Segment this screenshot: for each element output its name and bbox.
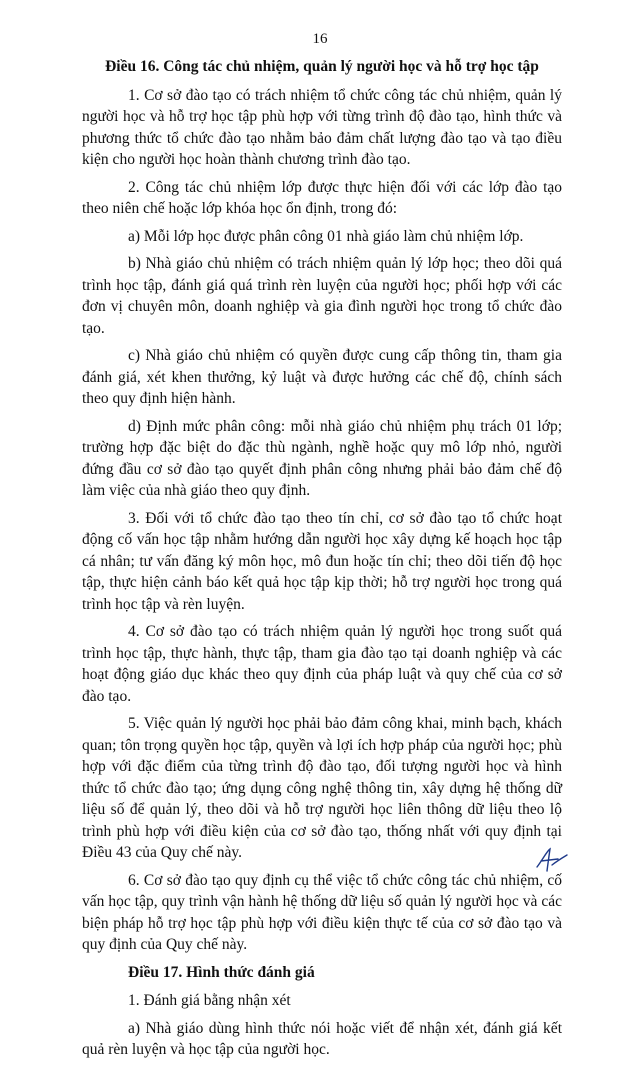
article-17-para-1a: a) Nhà giáo dùng hình thức nói hoặc viết để nhận xét, đánh giá kết quả rèn luyện và học tập của người học. (82, 1019, 562, 1058)
article-16-para-2: 2. Công tác chủ nhiệm lớp được thực hiện đối với các lớp đào tạo theo niên chế hoặc lớp khóa học ổn định, trong đó: (82, 178, 562, 217)
article-16-para-3: 3. Đối với tổ chức đào tạo theo tín chỉ, cơ sở đào tạo tổ chức hoạt động cố vấn học tập nhằm hướng dẫn người học xây dựng kế hoạch học tập cá nhân; tư vấn đăng ký môn học, mô đun hoặc tín chỉ; theo dõi tiến độ học tập, thực hiện cảnh báo kết quả học tập kịp thời; hỗ trợ người học trong quá trình học tập và rèn luyện. (82, 509, 562, 613)
page-number: 16 (312, 31, 328, 47)
article-17-para-1: 1. Đánh giá bằng nhận xét (128, 992, 291, 1009)
article-16-para-2c: c) Nhà giáo chủ nhiệm có quyền được cung cấp thông tin, tham gia đánh giá, xét khen thưởng, kỷ luật và được hưởng các chế độ, chính sách theo quy định hiện hành. (82, 347, 562, 407)
article-16-para-2a: a) Mỗi lớp học được phân công 01 nhà giáo làm chủ nhiệm lớp. (128, 227, 524, 245)
article-16-para-5: 5. Việc quản lý người học phải bảo đảm công khai, minh bạch, khách quan; tôn trọng quyền học tập, quyền và lợi ích hợp pháp của người học; phù hợp với đặc điểm của từng trình độ đào tạo, đối tượng người học và hình thức tổ chức đào tạo; ứng dụng công nghệ thông tin, xây dựng hệ thống dữ liệu số để quản lý, theo dõi và hỗ trợ người học liên thông dữ liệu theo lộ trình phù hợp với điều kiện của cơ sở đào tạo, thống nhất với quy định tại Điều 43 của Quy chế này. (82, 715, 562, 861)
article-16-para-2b: b) Nhà giáo chủ nhiệm có trách nhiệm quản lý lớp học; theo dõi quá trình học tập, đánh giá quá trình rèn luyện của người học; phối hợp với các đơn vị chuyên môn, doanh nghiệp và gia đình người học trong tổ chức đào tạo. (82, 255, 562, 337)
article-16-para-4: 4. Cơ sở đào tạo có trách nhiệm quản lý người học trong suốt quá trình học tập, thực hành, thực tập, tham gia đào tạo tại doanh nghiệp và các hoạt động giáo dục khác theo quy định của pháp luật và quy chế của cơ sở đào tạo. (82, 623, 562, 705)
article-16-para-6: 6. Cơ sở đào tạo quy định cụ thể việc tổ chức công tác chủ nhiệm, cố vấn học tập, quy trình vận hành hệ thống dữ liệu số quản lý người học và các biện pháp hỗ trợ học tập phù hợp với điều kiện thực tế của cơ sở đào tạo và quy định của Quy chế này. (82, 871, 562, 953)
article-17-heading: Điều 17. Hình thức đánh giá (128, 963, 315, 981)
article-16-heading: Điều 16. Công tác chủ nhiệm, quản lý người học và hỗ trợ học tập (105, 58, 539, 75)
initial-signature (534, 845, 570, 875)
article-16-para-1: 1. Cơ sở đào tạo có trách nhiệm tổ chức công tác chủ nhiệm, quản lý người học và hỗ trợ học tập phù hợp với từng trình độ đào tạo, hình thức và phương thức tổ chức đào tạo nhằm bảo đảm chất lượng đào tạo và tạo điều kiện cho người học hoàn thành chương trình đào tạo. (82, 86, 562, 168)
article-16-para-2d: d) Định mức phân công: mỗi nhà giáo chủ nhiệm phụ trách 01 lớp; trường hợp đặc biệt do đặc thù ngành, nghề hoặc quy mô lớp nhỏ, người đứng đầu cơ sở đào tạo quyết định phân công nhưng phải bảo đảm chế độ làm việc của nhà giáo theo quy định. (82, 417, 562, 499)
document-body (82, 56, 562, 1067)
